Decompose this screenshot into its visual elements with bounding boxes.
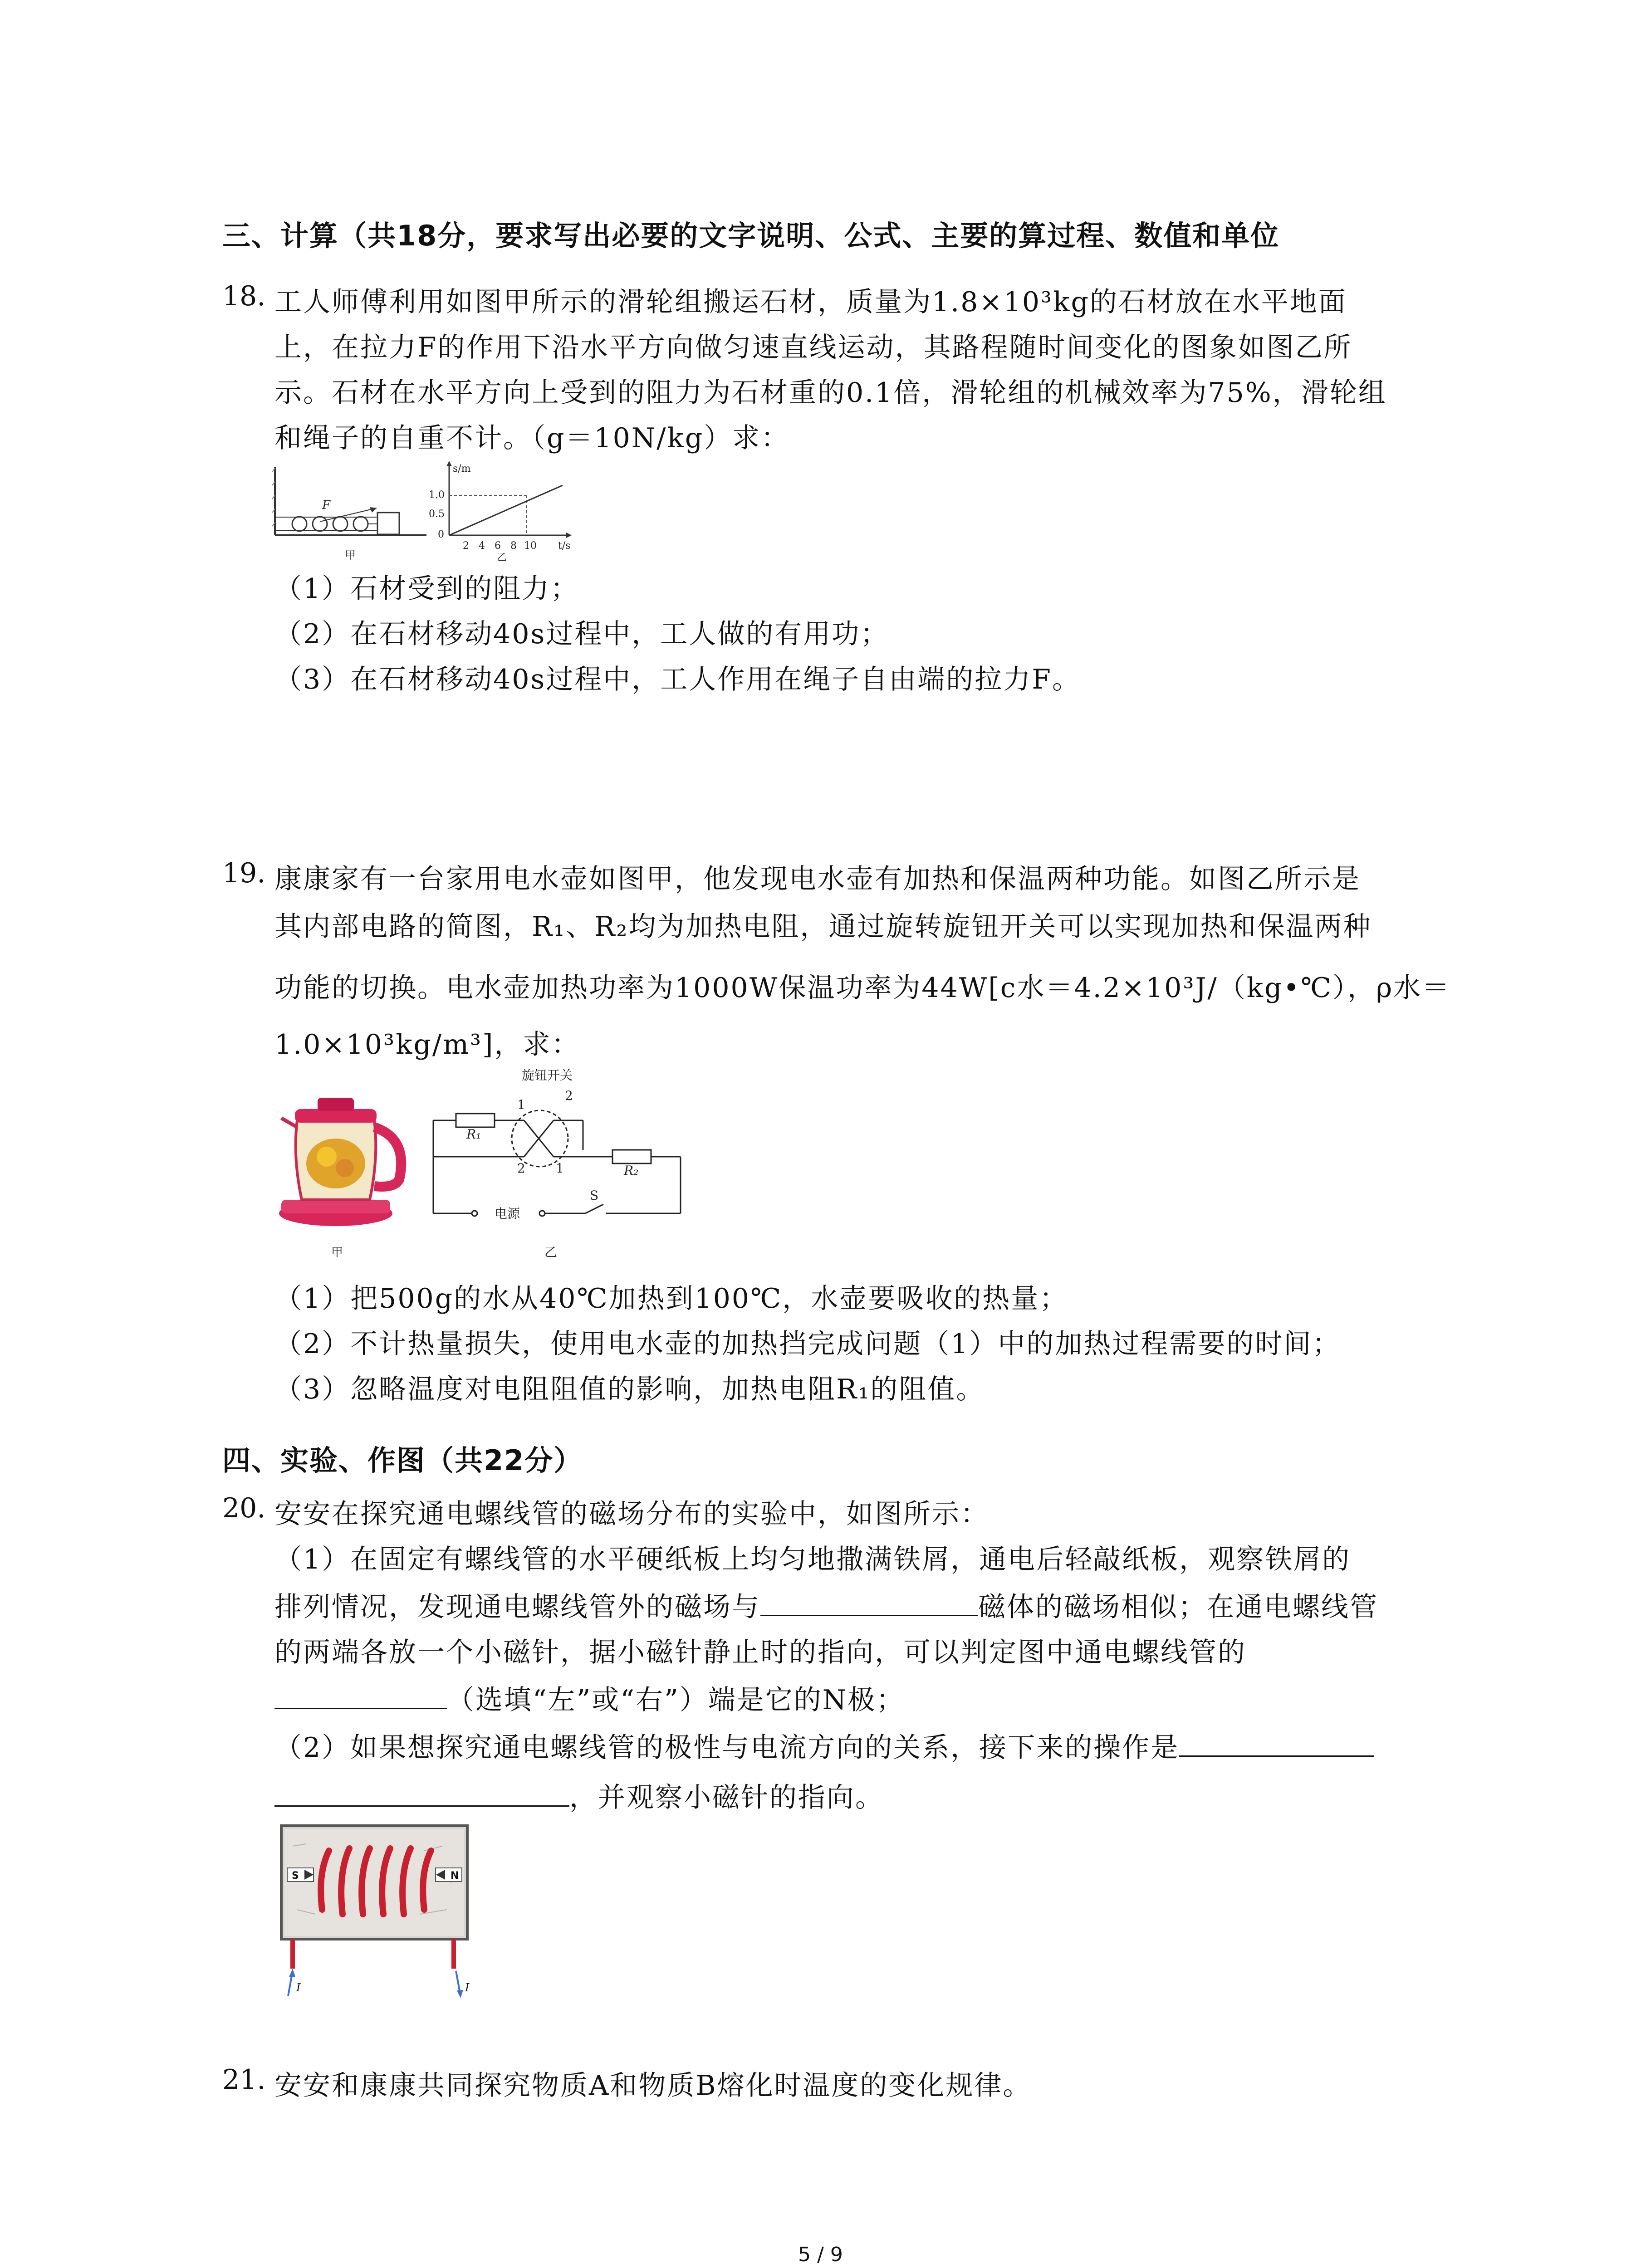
y-tick-1.0: 1.0 [429,489,445,501]
y-axis-label: s/m [453,463,471,474]
solenoid-figure [274,1819,474,2000]
y-tick-0.5: 0.5 [429,508,445,520]
switch-label: S [590,1188,599,1203]
q21-text: 安安和康康共同探究物质A和物质B熔化时温度的变化规律。 [274,2070,1032,2102]
q20-part1-line2 [274,1585,1378,1624]
x-tick-10: 10 [524,540,537,552]
s-pole-label: S [292,1870,299,1882]
current-label-right: I [465,1981,470,1994]
q20-line6-text: ，并观察小磁针的指向。 [569,1782,884,1813]
x-axis-label: t/s [558,540,571,552]
terminal-1-top: 1 [517,1097,525,1112]
pulley-figure [272,467,426,562]
q19-line-3: 功能的切换。电水壶加热功率为1000W保温功率为44W[c水＝4.2×10³J/（kg•℃），ρ水＝ [274,972,1451,1004]
terminal-1-bottom: 1 [556,1161,564,1176]
q18-line-3: 示。石材在水平方向上受到的阻力为石材重的0.1倍，滑轮组的机械效率为75%，滑轮组 [274,377,1387,409]
knob-switch-label: 旋钮开关 [522,1068,573,1083]
question-number-21: 21. [222,2064,266,2096]
answer-blank-3[interactable] [1179,1733,1374,1757]
q19-figure [277,1066,730,1266]
q20-part1-line1: （1）在固定有螺线管的水平硬纸板上均匀地撒满铁屑，通电后轻敲纸板，观察铁屑的 [274,1544,1351,1575]
label-yi: 乙 [497,552,507,562]
x-tick-2: 2 [463,540,469,552]
q20-part1-line3: 的两端各放一个小磁针，据小磁针静止时的指向，可以判定图中通电螺线管的 [274,1637,1246,1668]
question-number-19: 19. [222,857,266,889]
answer-blank-4[interactable] [274,1783,569,1807]
page-number: 5 / 9 [798,2243,843,2266]
q20-line2-end: 磁体的磁场相似；在通电螺线管 [978,1591,1378,1623]
kettle-image [279,1098,401,1260]
q18-figure [272,458,590,562]
question-number-20: 20. [222,1492,266,1524]
q18-line-1: 工人师傅利用如图甲所示的滑轮组搬运石材，质量为1.8×10³kg的石材放在水平地面 [274,286,1347,318]
x-tick-4: 4 [479,540,485,552]
q20-line2-start: 排列情况，发现通电螺线管外的磁场与 [274,1591,760,1623]
y-tick-0: 0 [438,529,444,540]
q19-sub-1: （1）把500g的水从40℃加热到100℃，水壶要吸收的热量； [274,1283,1068,1315]
r2-label: R₂ [624,1163,639,1178]
terminal-2-bottom: 2 [517,1161,525,1176]
section-title-experiment: 四、实验、作图（共22分） [222,1444,583,1477]
q20-part1-line4 [274,1678,905,1717]
q19-line-1: 康康家有一台家用电水壶如图甲，他发现电水壶有加热和保温两种功能。如图乙所示是 [274,863,1361,895]
q20-line5-text: （2）如果想探究通电螺线管的极性与电流方向的关系，接下来的操作是 [274,1732,1180,1764]
r1-label: R₁ [466,1127,481,1142]
label-jia: 甲 [345,549,356,562]
section-title-calculation: 三、计算（共18分，要求写出必要的文字说明、公式、主要的算过程、数值和单位 [222,219,1280,252]
q20-part2-line2 [274,1776,884,1815]
q19-line-4: 1.0×10³kg/m³]，求： [274,1029,580,1061]
question-number-18: 18. [222,280,266,312]
q20-line4-text: （选填“左”或“右”）端是它的N极； [447,1684,905,1716]
q19-sub-3: （3）忽略温度对电阻阻值的影响，加热电阻R₁的阻值。 [274,1374,985,1405]
force-label: F [322,499,331,512]
n-pole-label: N [451,1870,459,1882]
terminal-2-top: 2 [565,1088,573,1103]
q18-line-4: 和绳子的自重不计。（g＝10N/kg）求： [274,422,790,454]
q20-part2-line1 [274,1726,1374,1765]
q19-line-2: 其内部电路的简图，R₁、R₂均为加热电阻，通过旋转旋钮开关可以实现加热和保温两种 [274,911,1372,943]
kettle-label-jia: 甲 [331,1246,343,1260]
x-tick-8: 8 [510,540,517,552]
answer-blank-2[interactable] [274,1685,447,1709]
q18-sub-1: （1）石材受到的阻力； [274,573,579,605]
current-label-left: I [296,1981,301,1994]
q19-sub-2: （2）不计热量损失，使用电水壶的加热挡完成问题（1）中的加热过程需要的时间； [274,1328,1341,1360]
circuit-label-yi: 乙 [544,1245,558,1260]
x-tick-6: 6 [495,540,501,552]
q18-sub-3: （3）在石材移动40s过程中，工人作用在绳子自由端的拉力F。 [274,664,1081,695]
power-label: 电源 [495,1206,520,1221]
st-graph [429,461,572,562]
q18-line-2: 上，在拉力F的作用下沿水平方向做匀速直线运动，其路程随时间变化的图象如图乙所 [274,332,1352,363]
q20-intro: 安安在探究通电螺线管的磁场分布的实验中，如图所示： [274,1498,989,1530]
q18-sub-2: （2）在石材移动40s过程中，工人做的有用功； [274,618,889,650]
answer-blank-1[interactable] [760,1592,978,1616]
